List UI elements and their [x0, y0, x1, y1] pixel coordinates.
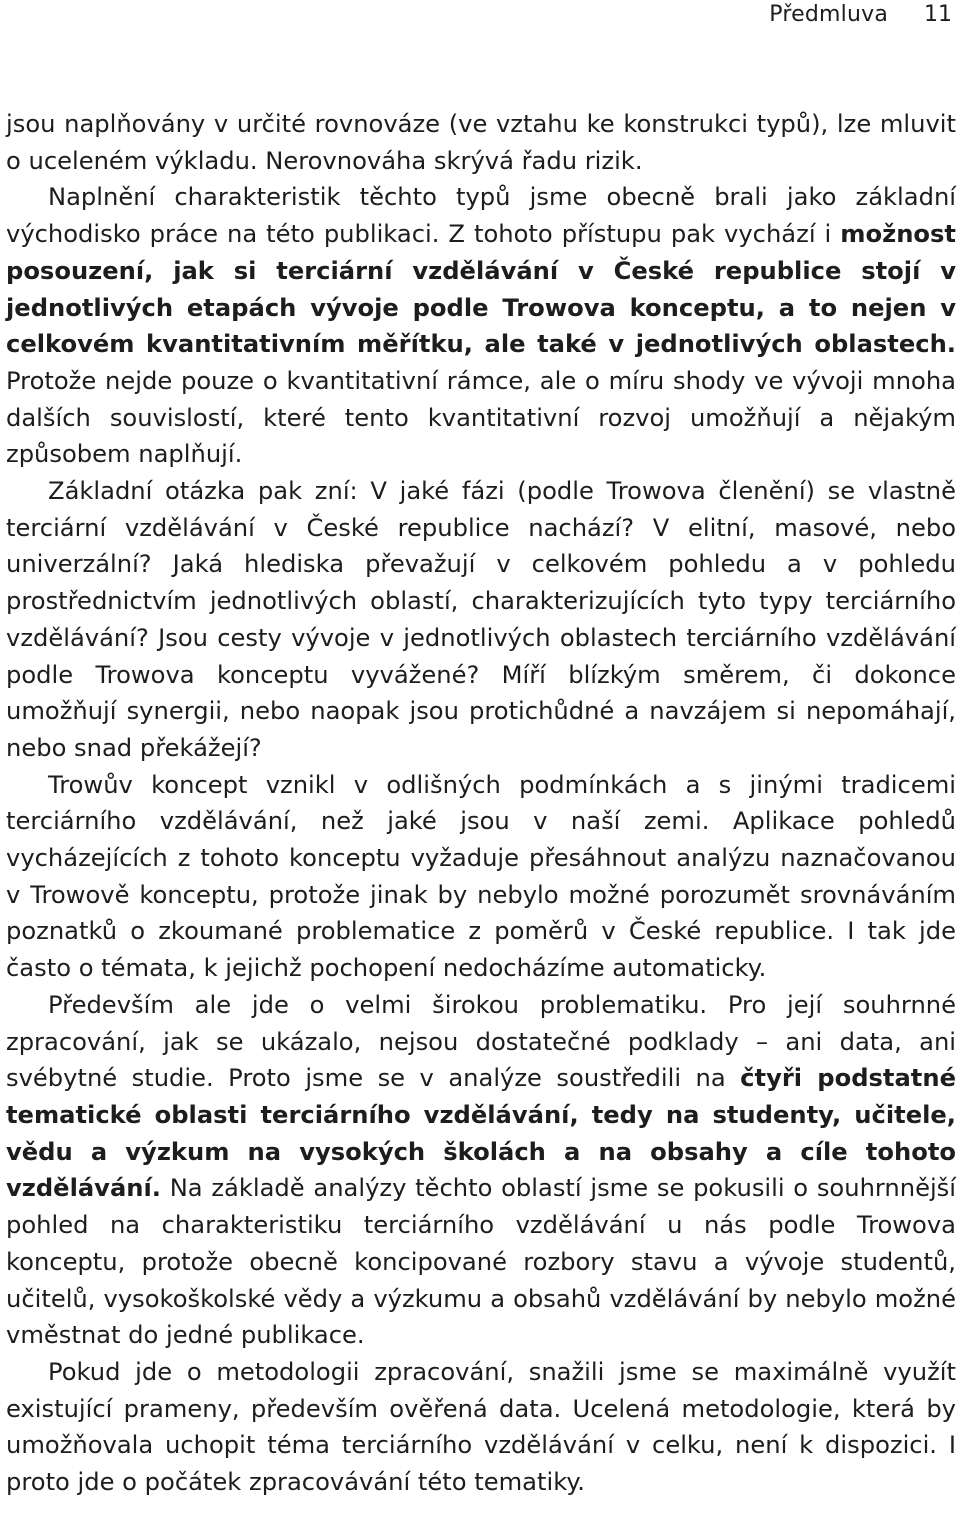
text-segment: Na základě analýzy těchto oblastí jsme se pokusili o souhrnnější pohled na charakteristiku terciárního vzdělávání u nás podle Trowova konceptu, protože obecně koncipované rozbory stavu a vývoje studentů, učitelů, vysokoškolské vědy a výzkumu a obsahů vzdělávání by nebylo možné vměstnat do jedné publikace. — [6, 1174, 956, 1350]
paragraph-6 — [6, 1354, 956, 1501]
text-segment: Pokud jde o metodologii zpracování, snažili jsme se maximálně využít existující prameny, především ověřená data. Ucelená metodologie, která by umožňovala uchopit téma terciárního vzdělávání v celku, není k dispozici. I proto jde o počátek zpracovávání této tematiky. — [6, 1357, 956, 1497]
bold-text-segment: čtyři podstatné tematické oblasti terciárního vzdělávání, tedy na studenty, učitele, vědu a výzkum na vysokých školách a na obsahy a cíle tohoto vzdělávání. — [6, 1064, 956, 1203]
text-segment: Především ale jde o velmi širokou problematiku. Pro její souhrnné zpracování, jak se ukázalo, nejsou dostatečné podklady – ani data, ani svébytné studie. Proto jsme se v analýze soustředili na — [6, 990, 956, 1093]
running-header — [769, 0, 952, 30]
paragraph-3 — [6, 473, 956, 767]
page-number: 11 — [924, 2, 952, 27]
paragraph-5 — [6, 987, 956, 1354]
paragraph-1 — [6, 106, 956, 179]
text-segment: Protože nejde pouze o kvantitativní rámce, ale o míru shody ve vývoji mnoha dalších souvislostí, které tento kvantitativní rozvoj umožňují a nějakým způsobem naplňují. — [6, 366, 956, 469]
text-segment: Trowův koncept vznikl v odlišných podmínkách a s jinými tradicemi terciárního vzdělávání, než jaké jsou v naší zemi. Aplikace pohledů vycházejících z tohoto konceptu vyžaduje přesáhnout analýzu naznačovanou v Trowově konceptu, protože jinak by nebylo možné porozumět srovnáváním poznatků o zkoumané problematice z poměrů v České republice. I tak jde často o témata, k jejichž pochopení nedocházíme automaticky. — [6, 770, 956, 983]
body-text — [6, 106, 956, 1501]
text-segment: Základní otázka pak zní: V jaké fázi (podle Trowova členění) se vlastně terciární vzdělávání v České republice nachází? V elitní, masové, nebo univerzální? Jaká hlediska převažují v celkovém pohledu a v pohledu prostřednictvím jednotlivých oblastí, charakterizujících tyto typy terciárního vzdělávání? Jsou cesty vývoje v jednotlivých oblastech terciárního vzdělávání podle Trowova konceptu vyvážené? Míří blízkým směrem, či dokonce umožňují synergii, nebo naopak jsou protichůdné a navzájem si nepomáhají, nebo snad překážejí? — [6, 477, 956, 762]
text-segment: jsou naplňovány v určité rovnováze (ve vztahu ke konstrukci typů), lze mluvit o uceleném výkladu. Nerovnováha skrývá řadu rizik. — [6, 110, 956, 175]
paragraph-4 — [6, 767, 956, 987]
text-segment: Naplnění charakteristik těchto typů jsme obecně brali jako základní východisko práce na této publikaci. Z tohoto přístupu pak vychází i — [6, 183, 956, 249]
section-title: Předmluva — [769, 2, 888, 27]
bold-text-segment: možnost posouzení, jak si terciární vzdělávání v České republice stojí v jednotlivých etapách vývoje podle Trowova konceptu, a to nejen v celkovém kvantitativním měřítku, ale také v jednotlivých oblastech. — [6, 220, 956, 359]
paragraph-2 — [6, 179, 956, 473]
